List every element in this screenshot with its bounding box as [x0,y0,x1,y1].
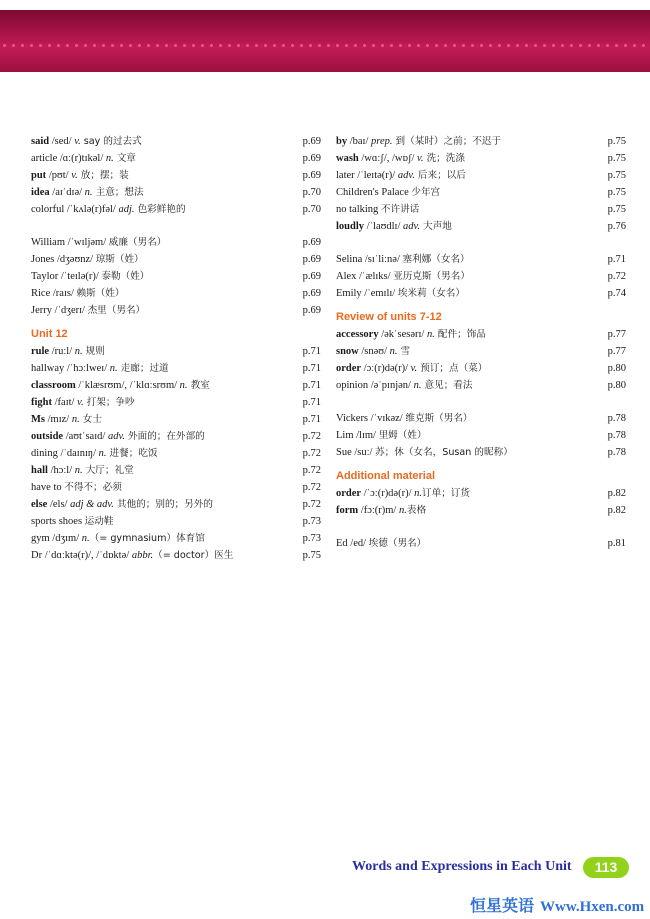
entry-phonetic: /ˈleɪtə(r)/ [357,170,398,181]
entry-headword: idea [31,187,50,198]
word-entry [336,360,626,377]
entry-meaning: 意见；看法 [421,380,473,391]
entry-meaning: 维克斯（男名） [405,413,473,424]
entry-meaning: 不得不；必须 [64,482,122,493]
entry-meaning: 色彩鲜艳的 [134,204,186,215]
entry-headword: snow [336,346,359,357]
word-entry [336,502,626,519]
entry-page-ref: p.69 [302,254,321,265]
word-entry [31,479,321,496]
watermark-url: Www.Hxen.com [540,899,645,915]
entry-phonetic: /ˈhɔːlweɪ/ [66,363,110,374]
entry-phonetic: /suː/ [354,447,376,458]
entry-part-of-speech: n. [414,488,423,499]
entry-phonetic: /hɔːl/ [47,465,75,476]
entry-phonetic: /aʊtˈsaɪd/ [63,431,108,442]
entry-part-of-speech: n. [426,329,435,340]
entry-page-ref: p.75 [607,136,626,147]
header-banner [0,10,650,72]
entry-meaning: 琼斯（姓） [95,254,144,265]
entry-part-of-speech: n. [84,187,93,198]
entry-phonetic: /aɪˈdɪə/ [49,187,85,198]
entry-page-ref: p.75 [607,153,626,164]
entry-part-of-speech: v. [71,170,78,181]
entry-headword: outside [31,431,64,442]
entry-part-of-speech: v. [410,363,418,374]
word-entry [31,513,321,530]
word-entry [336,485,626,502]
word-entry [336,218,626,235]
entry-headword: Ms [31,414,45,425]
entry-headword: put [31,170,47,181]
entry-page-ref: p.80 [607,363,626,374]
entry-phonetic: /ˈdɑːktə(r)/, /ˈdɒktə/ [44,550,132,561]
word-entry [336,184,626,201]
entry-phonetic: /ˈlaʊdlɪ/ [364,221,404,232]
entry-phonetic: /mɪz/ [45,414,72,425]
entry-headword: fight [31,397,52,408]
footer-title: Words and Expressions in Each Unit [352,859,572,874]
entry-meaning: 大厅；礼堂 [82,465,134,476]
entry-meaning: 赖斯（姓） [76,288,125,299]
entry-word: Taylor [31,271,61,282]
entry-headword: form [336,505,359,516]
entry-meaning: 打架；争吵 [83,397,135,408]
word-entry [31,251,321,268]
top-white-margin [0,0,650,10]
entry-page-ref: p.77 [607,346,626,357]
section-title: Review of units 7-12 [336,311,442,323]
entry-page-ref: p.73 [302,533,321,544]
entry-part-of-speech: n. [98,448,107,459]
word-entry [31,445,321,462]
entry-meaning: 配件；饰品 [434,329,486,340]
entry-word: opinion [336,380,371,391]
entry-phonetic: /ˈkʌlə(r)fəl/ [66,204,119,215]
entry-part-of-speech: n. [74,346,83,357]
entry-phonetic: /ed/ [350,538,369,549]
word-entry [31,411,321,428]
entry-page-ref: p.69 [302,153,321,164]
entry-meaning: 进餐；吃饭 [106,448,158,459]
entry-headword: said [31,136,50,147]
entry-part-of-speech: n. [398,505,407,516]
entry-page-ref: p.78 [607,413,626,424]
entry-page-ref: p.72 [302,482,321,493]
word-entry [31,285,321,302]
word-entry [31,530,321,547]
entry-part-of-speech: adj. [118,204,135,215]
word-entry [336,410,626,427]
entry-part-of-speech: v. [77,397,84,408]
entry-headword: hall [31,465,48,476]
word-entry [336,343,626,360]
entry-page-ref: p.71 [302,380,321,391]
entry-page-ref: p.69 [302,288,321,299]
entry-word: Dr [31,550,45,561]
word-entry [336,377,626,394]
entry-phonetic: /ˈteɪlə(r)/ [60,271,102,282]
entry-part-of-speech: n. [109,363,118,374]
entry-word: have to [31,482,65,493]
entry-meaning: 杰里（男名） [87,305,146,316]
entry-phonetic: /ˈemɪlɪ/ [364,288,398,299]
entry-part-of-speech: prep. [371,136,393,147]
entry-meaning: 预订；点（菜） [417,363,488,374]
entry-meaning: 塞利娜（女名） [402,254,470,265]
entry-word: Jerry [31,305,55,316]
entry-phonetic: /dʒɪm/ [52,533,82,544]
entry-word: Lim [336,430,357,441]
entry-word: colorful [31,204,67,215]
entry-part-of-speech: n. [105,153,114,164]
entry-meaning: 里姆（姓） [378,430,427,441]
entry-word: sports shoes [31,516,85,527]
entry-headword: loudly [336,221,365,232]
entry-meaning: 雪 [397,346,411,357]
entry-meaning: 外面的；在外部的 [124,431,205,442]
entry-phonetic: /lɪm/ [356,430,379,441]
word-entry [31,234,321,251]
entry-word: dining [31,448,61,459]
entry-headword: by [336,136,348,147]
entry-phonetic: /pʊt/ [46,170,72,181]
entry-phonetic: /ɑː(r)tɪkəl/ [59,153,106,164]
entry-meaning: say 的过去式 [80,136,142,147]
word-entry [31,201,321,218]
entry-page-ref: p.74 [607,288,626,299]
entry-meaning: 亚历克斯（男名） [393,271,470,282]
entry-part-of-speech: n. [413,380,422,391]
entry-phonetic: /baɪ/ [347,136,372,147]
entry-part-of-speech: n. [74,465,83,476]
entry-phonetic: /əkˈsesərɪ/ [378,329,427,340]
entry-meaning: 文章 [113,153,137,164]
entry-page-ref: p.69 [302,136,321,147]
entry-page-ref: p.75 [607,204,626,215]
entry-phonetic: /wɑːʃ/, /wɒʃ/ [358,153,417,164]
entry-headword: order [336,488,362,499]
entry-page-ref: p.80 [607,380,626,391]
entry-phonetic: /dʒəʊnz/ [56,254,96,265]
entry-part-of-speech: v. [417,153,424,164]
entry-phonetic: /əˈpɪnjən/ [370,380,414,391]
entry-phonetic: /sɪˈliːnə/ [364,254,403,265]
word-entry [31,547,321,564]
word-entry [31,167,321,184]
word-entry [31,302,321,319]
entry-phonetic: /ˈdʒerɪ/ [54,305,88,316]
entry-part-of-speech: n. [81,533,90,544]
entry-meaning: 运动鞋 [84,516,114,527]
entry-word: Emily [336,288,365,299]
entry-part-of-speech: v. [74,136,81,147]
word-entry [336,268,626,285]
entry-meaning: 泰勒（姓） [101,271,150,282]
entry-part-of-speech: adv. [403,221,421,232]
entry-headword: order [336,363,362,374]
entry-page-ref: p.69 [302,305,321,316]
entry-meaning: 少年宫 [411,187,441,198]
entry-meaning: 埃德（男名） [368,538,427,549]
spacer [336,235,626,251]
entry-meaning: 大声地 [420,221,452,232]
section-title: Unit 12 [31,328,68,340]
entry-meaning: 走廊；过道 [117,363,169,374]
entry-meaning: 到（某时）之前；不迟于 [392,136,502,147]
word-entry [31,428,321,445]
entry-word: Ed [336,538,351,549]
word-entry [31,377,321,394]
entry-phonetic: /ruːl/ [49,346,75,357]
entry-phonetic: /sed/ [49,136,75,147]
word-entry [31,133,321,150]
word-entry [336,251,626,268]
entry-page-ref: p.69 [302,237,321,248]
word-entry [336,427,626,444]
entry-word: later [336,170,358,181]
entry-phonetic: /ˈɔː(r)də(r)/ [361,488,415,499]
entry-word: William [31,237,68,248]
entry-phonetic: /ˈwɪljəm/ [67,237,109,248]
entry-part-of-speech: adv. [397,170,415,181]
entry-meaning: 洗；洗涤 [423,153,465,164]
word-entry [31,150,321,167]
word-entry [31,496,321,513]
word-entry [31,184,321,201]
entry-page-ref: p.72 [302,499,321,510]
entry-phonetic: /ˈklæsrʊm/, /ˈklɑːsrʊm/ [75,380,180,391]
entry-part-of-speech: adv. [107,431,125,442]
word-entry [336,150,626,167]
entry-phonetic: /ɔː(r)də(r)/ [361,363,411,374]
entry-phonetic: /raɪs/ [52,288,77,299]
word-entry [31,268,321,285]
spacer [336,394,626,410]
entry-phonetic: /ˈdaɪnɪŋ/ [60,448,99,459]
entry-page-ref: p.76 [607,221,626,232]
entry-page-ref: p.73 [302,516,321,527]
entry-meaning: 订单；订货 [422,488,470,499]
entry-meaning: 不许讲话 [380,204,420,215]
watermark-cn: 恒星英语 [470,896,535,915]
entry-meaning: （= gymnasium）体育馆 [89,533,205,544]
entry-meaning: 苏；休（女名，Susan 的昵称） [375,447,513,458]
left-word-column [31,133,321,564]
right-word-column [336,133,626,552]
entry-meaning: 威廉（男名） [108,237,167,248]
entry-word: Vickers [336,413,371,424]
entry-word: Children's Palace [336,187,412,198]
entry-page-ref: p.71 [302,414,321,425]
page-number-badge: 113 [583,857,629,878]
entry-phonetic: /snəʊ/ [358,346,390,357]
entry-meaning: 女士 [79,414,102,425]
entry-meaning: （= doctor）医生 [153,550,234,561]
word-entry [336,535,626,552]
entry-page-ref: p.71 [607,254,626,265]
entry-word: hallway [31,363,67,374]
entry-page-ref: p.72 [302,431,321,442]
entry-phonetic: /ˈælɪks/ [359,271,394,282]
entry-meaning: 埃米莉（女名） [397,288,465,299]
entry-phonetic: /fɔː(r)m/ [358,505,399,516]
watermark [470,893,644,916]
entry-word: gym [31,533,53,544]
entry-headword: rule [31,346,50,357]
word-entry [336,285,626,302]
entry-meaning: 教室 [187,380,210,391]
entry-page-ref: p.75 [302,550,321,561]
entry-page-ref: p.77 [607,329,626,340]
entry-page-ref: p.71 [302,346,321,357]
entry-word: Sue [336,447,355,458]
word-entry [336,167,626,184]
entry-word: Alex [336,271,360,282]
entry-word: Jones [31,254,57,265]
entry-meaning: 规则 [82,346,105,357]
entry-page-ref: p.75 [607,187,626,198]
word-entry [336,444,626,461]
entry-page-ref: p.70 [302,187,321,198]
entry-page-ref: p.72 [302,448,321,459]
spacer [31,218,321,234]
entry-phonetic: /faɪt/ [52,397,78,408]
entry-page-ref: p.72 [302,465,321,476]
entry-headword: wash [336,153,359,164]
entry-page-ref: p.82 [607,488,626,499]
spacer [336,519,626,535]
entry-page-ref: p.69 [302,271,321,282]
entry-page-ref: p.70 [302,204,321,215]
entry-page-ref: p.72 [607,271,626,282]
entry-headword: classroom [31,380,76,391]
word-entry [31,394,321,411]
entry-meaning: 主意；想法 [92,187,144,198]
entry-headword: else [31,499,48,510]
entry-page-ref: p.82 [607,505,626,516]
word-entry [336,133,626,150]
entry-meaning: 后来；以后 [414,170,466,181]
entry-page-ref: p.78 [607,430,626,441]
entry-phonetic: /ˈvɪkəz/ [370,413,406,424]
entry-part-of-speech: n. [389,346,398,357]
entry-word: Selina [336,254,365,265]
entry-page-ref: p.78 [607,447,626,458]
word-entry [31,343,321,360]
entry-page-ref: p.71 [302,363,321,374]
entry-part-of-speech: abbr. [131,550,154,561]
entry-page-ref: p.69 [302,170,321,181]
word-entry [336,201,626,218]
entry-phonetic: /els/ [47,499,71,510]
entry-meaning: 表格 [406,505,427,516]
entry-word: article [31,153,60,164]
entry-word: Rice [31,288,53,299]
entry-headword: accessory [336,329,379,340]
entry-word: no talking [336,204,381,215]
entry-part-of-speech: adj & adv. [70,499,114,510]
word-entry [31,462,321,479]
entry-meaning: 放；摆；装 [77,170,129,181]
entry-page-ref: p.81 [607,538,626,549]
entry-part-of-speech: n. [71,414,80,425]
section-title: Additional material [336,470,436,482]
entry-meaning: 其他的；别的；另外的 [113,499,213,510]
entry-part-of-speech: n. [179,380,188,391]
word-entry [336,326,626,343]
entry-page-ref: p.71 [302,397,321,408]
word-entry [31,360,321,377]
entry-page-ref: p.75 [607,170,626,181]
